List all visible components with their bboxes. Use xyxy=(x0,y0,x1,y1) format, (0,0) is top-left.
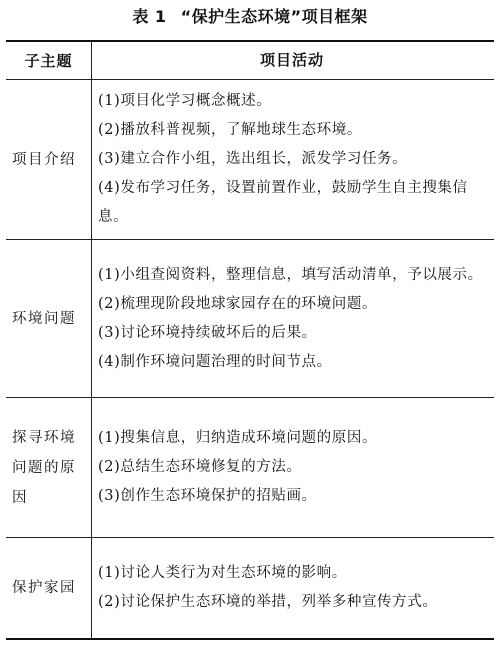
activity-item: (4)制作环境问题治理的时间节点。 xyxy=(98,353,332,370)
activity-item: (4)发布学习任务，设置前置作业，鼓励学生自主搜集信息。 xyxy=(98,180,468,225)
table-caption xyxy=(0,6,500,28)
subtopic-cell: 探寻环境问题的原因 xyxy=(6,398,92,537)
activity-item: (2)讨论保护生态环境的举措，列举多种宣传方式。 xyxy=(98,594,438,610)
subtopic-cell: 项目介绍 xyxy=(6,80,92,239)
subtopic-cell: 环境问题 xyxy=(6,240,92,397)
activities-cell xyxy=(92,80,494,239)
subtopic-cell: 保护家园 xyxy=(6,538,92,638)
table-row-causes xyxy=(6,398,494,538)
activity-item: (1)项目化学习概念概述。 xyxy=(98,93,272,109)
table-title: “保护生态环境”项目框架 xyxy=(180,7,368,26)
activities-cell xyxy=(92,240,494,397)
activity-item: (2)梳理现阶段地球家园存在的环境问题。 xyxy=(98,295,378,312)
activity-item: (3)讨论环境持续破坏后的后果。 xyxy=(98,324,317,341)
activities-cell xyxy=(92,398,494,537)
activity-item: (2)播放科普视频，了解地球生态环境。 xyxy=(98,122,362,138)
activity-item: (3)建立合作小组，选出组长，派发学习任务。 xyxy=(98,151,408,167)
table-header-row xyxy=(6,42,494,80)
project-framework-table xyxy=(6,40,494,640)
activities-cell xyxy=(92,538,494,638)
activity-item: (3)创作生态环境保护的招贴画。 xyxy=(98,488,317,504)
activity-item: (1)搜集信息，归纳造成环境问题的原因。 xyxy=(98,430,378,446)
header-activities: 项目活动 xyxy=(259,51,324,69)
activity-item: (2)总结生态环境修复的方法。 xyxy=(98,459,302,475)
activity-item: (1)小组查阅资料，整理信息，填写活动清单，予以展示。 xyxy=(98,266,483,283)
table-row-env-problems xyxy=(6,240,494,398)
activity-item: (1)讨论人类行为对生态环境的影响。 xyxy=(98,565,347,581)
table-row-protect-home xyxy=(6,538,494,638)
table-number: 表 1 xyxy=(132,7,167,26)
header-subtopic: 子主题 xyxy=(6,42,92,79)
table-row-intro xyxy=(6,80,494,240)
